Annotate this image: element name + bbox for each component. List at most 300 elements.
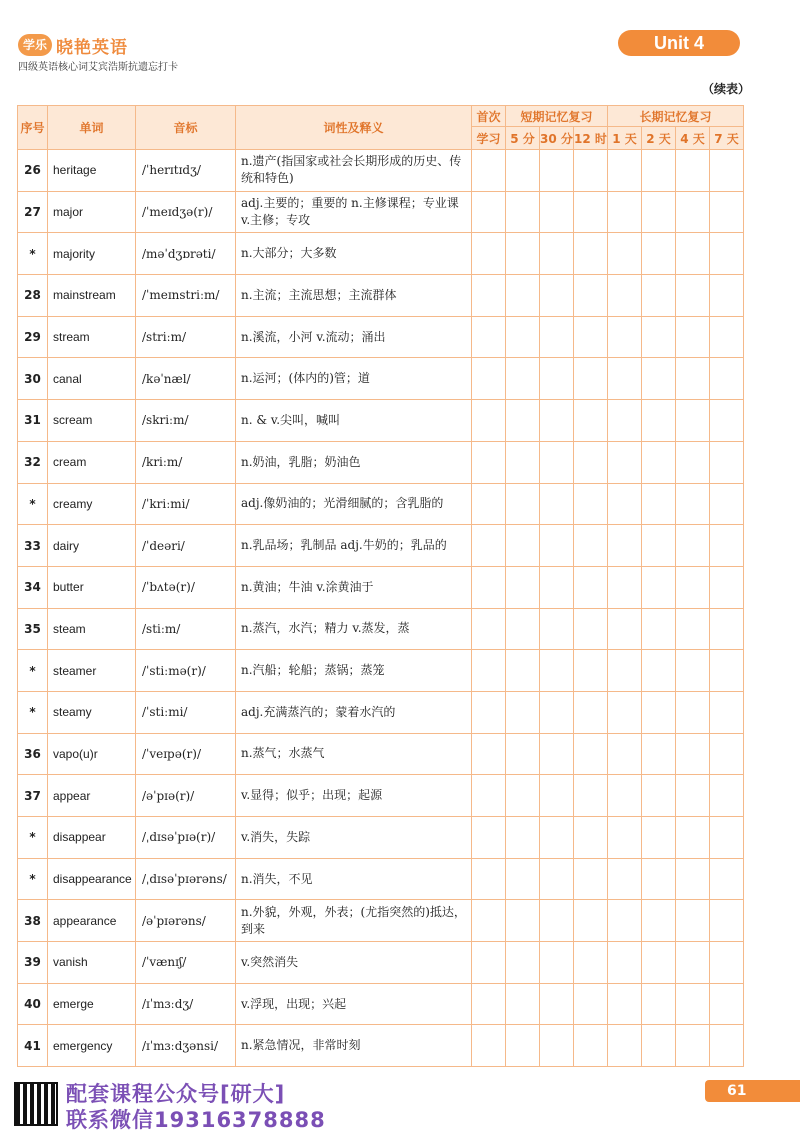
review-checkbox-cell[interactable] [506, 525, 540, 567]
review-checkbox-cell[interactable] [574, 441, 608, 483]
review-checkbox-cell[interactable] [676, 942, 710, 984]
review-checkbox-cell[interactable] [642, 983, 676, 1025]
review-checkbox-cell[interactable] [676, 358, 710, 400]
review-checkbox-cell[interactable] [506, 983, 540, 1025]
row-number: 41 [18, 1025, 48, 1067]
row-word: stream [48, 316, 136, 358]
review-checkbox-cell[interactable] [472, 942, 506, 984]
review-checkbox-cell[interactable] [608, 650, 642, 692]
review-checkbox-cell[interactable] [676, 150, 710, 192]
review-checkbox-cell[interactable] [608, 525, 642, 567]
review-checkbox-cell[interactable] [608, 900, 642, 942]
review-checkbox-cell[interactable] [540, 483, 574, 525]
review-checkbox-cell[interactable] [574, 900, 608, 942]
review-checkbox-cell[interactable] [574, 400, 608, 442]
row-number: * [18, 817, 48, 859]
review-checkbox-cell[interactable] [540, 233, 574, 275]
review-checkbox-cell[interactable] [642, 608, 676, 650]
review-checkbox-cell[interactable] [710, 942, 744, 984]
review-checkbox-cell[interactable] [710, 608, 744, 650]
review-checkbox-cell[interactable] [710, 400, 744, 442]
review-checkbox-cell[interactable] [472, 233, 506, 275]
table-row [18, 733, 744, 775]
row-number: 35 [18, 608, 48, 650]
review-checkbox-cell[interactable] [676, 1025, 710, 1067]
review-checkbox-cell[interactable] [506, 733, 540, 775]
review-checkbox-cell[interactable] [574, 525, 608, 567]
header-long-term: 长期记忆复习 [608, 106, 744, 127]
review-checkbox-cell[interactable] [506, 608, 540, 650]
row-meaning: n.黄油；牛油 v.涂黄油于 [236, 566, 472, 608]
review-checkbox-cell[interactable] [574, 275, 608, 317]
row-number: 36 [18, 733, 48, 775]
page-header [0, 0, 800, 100]
table-row [18, 566, 744, 608]
review-checkbox-cell[interactable] [506, 400, 540, 442]
review-checkbox-cell[interactable] [574, 942, 608, 984]
review-checkbox-cell[interactable] [642, 942, 676, 984]
review-checkbox-cell[interactable] [710, 483, 744, 525]
row-meaning: n. & v.尖叫，喊叫 [236, 400, 472, 442]
review-checkbox-cell[interactable] [642, 1025, 676, 1067]
header-interval: 4 天 [676, 127, 710, 150]
review-checkbox-cell[interactable] [642, 858, 676, 900]
review-checkbox-cell[interactable] [676, 858, 710, 900]
review-checkbox-cell[interactable] [642, 733, 676, 775]
review-checkbox-cell[interactable] [642, 775, 676, 817]
review-checkbox-cell[interactable] [642, 275, 676, 317]
row-number: * [18, 858, 48, 900]
review-checkbox-cell[interactable] [506, 483, 540, 525]
row-meaning: adj.像奶油的；光滑细腻的；含乳脂的 [236, 483, 472, 525]
page-number: 61 [705, 1080, 800, 1102]
table-row [18, 858, 744, 900]
row-number: 37 [18, 775, 48, 817]
row-word: steamy [48, 691, 136, 733]
row-meaning: v.消失，失踪 [236, 817, 472, 859]
row-meaning: n.乳品场；乳制品 adj.牛奶的；乳品的 [236, 525, 472, 567]
review-checkbox-cell[interactable] [710, 900, 744, 942]
review-checkbox-cell[interactable] [540, 441, 574, 483]
review-checkbox-cell[interactable] [676, 316, 710, 358]
review-checkbox-cell[interactable] [574, 775, 608, 817]
row-meaning: n.奶油，乳脂；奶油色 [236, 441, 472, 483]
review-checkbox-cell[interactable] [574, 150, 608, 192]
review-checkbox-cell[interactable] [642, 817, 676, 859]
review-checkbox-cell[interactable] [506, 316, 540, 358]
header-interval: 7 天 [710, 127, 744, 150]
review-checkbox-cell[interactable] [540, 275, 574, 317]
row-meaning: n.遗产(指国家或社会长期形成的历史、传统和特色) [236, 150, 472, 192]
review-checkbox-cell[interactable] [574, 691, 608, 733]
table-row [18, 900, 744, 942]
row-meaning: n.消失，不见 [236, 858, 472, 900]
row-meaning: n.蒸汽，水汽；精力 v.蒸发，蒸 [236, 608, 472, 650]
header-interval: 1 天 [608, 127, 642, 150]
row-word: canal [48, 358, 136, 400]
review-checkbox-cell[interactable] [608, 733, 642, 775]
row-meaning: n.运河；(体内的)管；道 [236, 358, 472, 400]
review-checkbox-cell[interactable] [506, 650, 540, 692]
header-index: 序号 [18, 106, 48, 150]
row-phonetic: /kəˈnæl/ [136, 358, 236, 400]
row-number: 33 [18, 525, 48, 567]
row-number: * [18, 650, 48, 692]
review-checkbox-cell[interactable] [472, 691, 506, 733]
review-checkbox-cell[interactable] [642, 691, 676, 733]
row-phonetic: /stiːm/ [136, 608, 236, 650]
row-word: mainstream [48, 275, 136, 317]
review-checkbox-cell[interactable] [540, 608, 574, 650]
row-word: vanish [48, 942, 136, 984]
row-meaning: v.突然消失 [236, 942, 472, 984]
row-meaning: adj.主要的；重要的 n.主修课程；专业课 v.主修；专攻 [236, 191, 472, 233]
row-word: vapo(u)r [48, 733, 136, 775]
review-checkbox-cell[interactable] [676, 983, 710, 1025]
review-checkbox-cell[interactable] [472, 650, 506, 692]
row-phonetic: /ˈvænɪʃ/ [136, 942, 236, 984]
row-word: steamer [48, 650, 136, 692]
row-word: butter [48, 566, 136, 608]
header-word: 单词 [48, 106, 136, 150]
review-checkbox-cell[interactable] [472, 441, 506, 483]
review-checkbox-cell[interactable] [472, 900, 506, 942]
review-checkbox-cell[interactable] [540, 191, 574, 233]
row-meaning: v.显得；似乎；出现；起源 [236, 775, 472, 817]
table-row [18, 400, 744, 442]
row-meaning: n.紧急情况，非常时刻 [236, 1025, 472, 1067]
header-interval: 5 分 [506, 127, 540, 150]
review-checkbox-cell[interactable] [540, 983, 574, 1025]
review-checkbox-cell[interactable] [506, 942, 540, 984]
table-row [18, 483, 744, 525]
review-checkbox-cell[interactable] [574, 650, 608, 692]
review-checkbox-cell[interactable] [710, 150, 744, 192]
review-checkbox-cell[interactable] [506, 775, 540, 817]
review-checkbox-cell[interactable] [608, 775, 642, 817]
review-checkbox-cell[interactable] [574, 358, 608, 400]
table-row [18, 441, 744, 483]
review-checkbox-cell[interactable] [608, 191, 642, 233]
review-checkbox-cell[interactable] [710, 817, 744, 859]
row-phonetic: /ˈstiːmə(r)/ [136, 650, 236, 692]
review-checkbox-cell[interactable] [472, 733, 506, 775]
review-checkbox-cell[interactable] [506, 233, 540, 275]
review-checkbox-cell[interactable] [608, 691, 642, 733]
row-word: disappear [48, 817, 136, 859]
review-checkbox-cell[interactable] [540, 900, 574, 942]
table-row [18, 942, 744, 984]
row-word: scream [48, 400, 136, 442]
review-checkbox-cell[interactable] [506, 566, 540, 608]
review-checkbox-cell[interactable] [608, 608, 642, 650]
table-row [18, 691, 744, 733]
review-checkbox-cell[interactable] [710, 983, 744, 1025]
review-checkbox-cell[interactable] [710, 191, 744, 233]
row-word: majority [48, 233, 136, 275]
table-row [18, 358, 744, 400]
row-phonetic: /əˈpɪə(r)/ [136, 775, 236, 817]
table-row [18, 817, 744, 859]
review-checkbox-cell[interactable] [472, 608, 506, 650]
review-checkbox-cell[interactable] [710, 441, 744, 483]
review-checkbox-cell[interactable] [642, 441, 676, 483]
review-checkbox-cell[interactable] [676, 566, 710, 608]
review-checkbox-cell[interactable] [676, 817, 710, 859]
review-checkbox-cell[interactable] [710, 775, 744, 817]
review-checkbox-cell[interactable] [710, 275, 744, 317]
review-checkbox-cell[interactable] [472, 275, 506, 317]
review-checkbox-cell[interactable] [676, 400, 710, 442]
row-phonetic: /ɪˈmɜːdʒ/ [136, 983, 236, 1025]
table-row [18, 316, 744, 358]
review-checkbox-cell[interactable] [608, 358, 642, 400]
review-checkbox-cell[interactable] [608, 858, 642, 900]
review-checkbox-cell[interactable] [574, 483, 608, 525]
book-subtitle: 四级英语核心词艾宾浩斯抗遗忘打卡 [18, 62, 178, 73]
review-checkbox-cell[interactable] [676, 775, 710, 817]
review-checkbox-cell[interactable] [608, 316, 642, 358]
review-checkbox-cell[interactable] [506, 858, 540, 900]
review-checkbox-cell[interactable] [540, 817, 574, 859]
review-checkbox-cell[interactable] [710, 566, 744, 608]
review-checkbox-cell[interactable] [642, 400, 676, 442]
review-checkbox-cell[interactable] [608, 942, 642, 984]
review-checkbox-cell[interactable] [710, 858, 744, 900]
review-checkbox-cell[interactable] [676, 608, 710, 650]
review-checkbox-cell[interactable] [608, 483, 642, 525]
review-checkbox-cell[interactable] [574, 733, 608, 775]
review-checkbox-cell[interactable] [506, 900, 540, 942]
review-checkbox-cell[interactable] [540, 691, 574, 733]
row-meaning: n.溪流，小河 v.流动；涌出 [236, 316, 472, 358]
review-checkbox-cell[interactable] [472, 316, 506, 358]
review-checkbox-cell[interactable] [574, 983, 608, 1025]
row-phonetic: /skriːm/ [136, 400, 236, 442]
row-word: disappearance [48, 858, 136, 900]
header-interval: 12 时 [574, 127, 608, 150]
review-checkbox-cell[interactable] [472, 566, 506, 608]
brand-logo: 学乐 [18, 34, 52, 56]
brand-name: 晓艳英语 [56, 38, 128, 58]
review-checkbox-cell[interactable] [472, 525, 506, 567]
review-checkbox-cell[interactable] [540, 150, 574, 192]
review-checkbox-cell[interactable] [710, 650, 744, 692]
review-checkbox-cell[interactable] [574, 1025, 608, 1067]
table-row [18, 775, 744, 817]
review-checkbox-cell[interactable] [642, 358, 676, 400]
row-word: steam [48, 608, 136, 650]
review-checkbox-cell[interactable] [472, 817, 506, 859]
review-checkbox-cell[interactable] [676, 650, 710, 692]
review-checkbox-cell[interactable] [540, 775, 574, 817]
row-meaning: n.外貌，外观，外表；(尤指突然的)抵达，到来 [236, 900, 472, 942]
row-meaning: n.大部分；大多数 [236, 233, 472, 275]
review-checkbox-cell[interactable] [506, 1025, 540, 1067]
review-checkbox-cell[interactable] [710, 233, 744, 275]
row-number: * [18, 483, 48, 525]
row-phonetic: /ˈherɪtɪdʒ/ [136, 150, 236, 192]
row-phonetic: /ˈkriːmi/ [136, 483, 236, 525]
review-checkbox-cell[interactable] [472, 983, 506, 1025]
row-number: 40 [18, 983, 48, 1025]
table-row [18, 150, 744, 192]
table-row [18, 233, 744, 275]
review-checkbox-cell[interactable] [676, 483, 710, 525]
review-checkbox-cell[interactable] [676, 691, 710, 733]
review-checkbox-cell[interactable] [676, 233, 710, 275]
row-number: 31 [18, 400, 48, 442]
row-meaning: n.主流；主流思想；主流群体 [236, 275, 472, 317]
review-checkbox-cell[interactable] [472, 1025, 506, 1067]
review-checkbox-cell[interactable] [506, 358, 540, 400]
review-checkbox-cell[interactable] [506, 191, 540, 233]
review-checkbox-cell[interactable] [710, 733, 744, 775]
row-phonetic: /ˈveɪpə(r)/ [136, 733, 236, 775]
row-number: 38 [18, 900, 48, 942]
review-checkbox-cell[interactable] [540, 942, 574, 984]
review-checkbox-cell[interactable] [710, 691, 744, 733]
review-checkbox-cell[interactable] [642, 525, 676, 567]
row-word: emergency [48, 1025, 136, 1067]
row-meaning: v.浮现，出现；兴起 [236, 983, 472, 1025]
watermark-line-1: 配套课程公众号[研大] [66, 1082, 286, 1106]
review-checkbox-cell[interactable] [676, 191, 710, 233]
review-checkbox-cell[interactable] [540, 525, 574, 567]
review-checkbox-cell[interactable] [540, 858, 574, 900]
review-checkbox-cell[interactable] [710, 316, 744, 358]
row-word: appear [48, 775, 136, 817]
header-first-study-top: 首次 [472, 106, 506, 127]
row-phonetic: /ˈmeɪdʒə(r)/ [136, 191, 236, 233]
review-checkbox-cell[interactable] [574, 566, 608, 608]
row-word: heritage [48, 150, 136, 192]
row-word: emerge [48, 983, 136, 1025]
review-checkbox-cell[interactable] [608, 275, 642, 317]
review-checkbox-cell[interactable] [676, 733, 710, 775]
review-checkbox-cell[interactable] [710, 1025, 744, 1067]
review-checkbox-cell[interactable] [608, 817, 642, 859]
review-checkbox-cell[interactable] [574, 608, 608, 650]
review-checkbox-cell[interactable] [540, 316, 574, 358]
review-checkbox-cell[interactable] [472, 775, 506, 817]
row-number: 26 [18, 150, 48, 192]
review-checkbox-cell[interactable] [574, 316, 608, 358]
review-checkbox-cell[interactable] [676, 275, 710, 317]
review-checkbox-cell[interactable] [608, 233, 642, 275]
table-row [18, 608, 744, 650]
row-phonetic: /ˈstiːmi/ [136, 691, 236, 733]
review-checkbox-cell[interactable] [574, 191, 608, 233]
review-checkbox-cell[interactable] [472, 858, 506, 900]
row-phonetic: /məˈdʒɒrəti/ [136, 233, 236, 275]
review-checkbox-cell[interactable] [676, 900, 710, 942]
review-checkbox-cell[interactable] [642, 150, 676, 192]
review-checkbox-cell[interactable] [540, 733, 574, 775]
review-checkbox-cell[interactable] [608, 983, 642, 1025]
review-checkbox-cell[interactable] [506, 441, 540, 483]
row-phonetic: /ˈmeɪnstriːm/ [136, 275, 236, 317]
row-phonetic: /ˌdɪsəˈpɪə(r)/ [136, 817, 236, 859]
review-checkbox-cell[interactable] [642, 191, 676, 233]
header-first-study-bottom: 学习 [472, 127, 506, 150]
header-interval: 2 天 [642, 127, 676, 150]
review-checkbox-cell[interactable] [506, 691, 540, 733]
review-checkbox-cell[interactable] [506, 817, 540, 859]
review-checkbox-cell[interactable] [506, 150, 540, 192]
review-checkbox-cell[interactable] [642, 900, 676, 942]
row-word: major [48, 191, 136, 233]
row-number: * [18, 691, 48, 733]
review-checkbox-cell[interactable] [710, 525, 744, 567]
row-word: creamy [48, 483, 136, 525]
row-phonetic: /ˈbʌtə(r)/ [136, 566, 236, 608]
vocabulary-table [17, 105, 744, 1067]
review-checkbox-cell[interactable] [506, 275, 540, 317]
row-meaning: n.汽船；轮船；蒸锅；蒸笼 [236, 650, 472, 692]
review-checkbox-cell[interactable] [540, 650, 574, 692]
review-checkbox-cell[interactable] [642, 650, 676, 692]
header-meaning: 词性及释义 [236, 106, 472, 150]
review-checkbox-cell[interactable] [472, 191, 506, 233]
row-number: 30 [18, 358, 48, 400]
review-checkbox-cell[interactable] [608, 566, 642, 608]
table-row [18, 191, 744, 233]
review-checkbox-cell[interactable] [642, 566, 676, 608]
row-phonetic: /ˌdɪsəˈpɪərəns/ [136, 858, 236, 900]
row-meaning: adj.充满蒸汽的；蒙着水汽的 [236, 691, 472, 733]
row-phonetic: /striːm/ [136, 316, 236, 358]
row-phonetic: /kriːm/ [136, 441, 236, 483]
review-checkbox-cell[interactable] [608, 400, 642, 442]
row-word: dairy [48, 525, 136, 567]
review-checkbox-cell[interactable] [676, 525, 710, 567]
unit-label: Unit 4 [618, 30, 740, 56]
header-interval: 30 分 [540, 127, 574, 150]
review-checkbox-cell[interactable] [642, 316, 676, 358]
header-short-term: 短期记忆复习 [506, 106, 608, 127]
review-checkbox-cell[interactable] [540, 400, 574, 442]
review-checkbox-cell[interactable] [608, 1025, 642, 1067]
review-checkbox-cell[interactable] [540, 566, 574, 608]
row-number: 39 [18, 942, 48, 984]
review-checkbox-cell[interactable] [676, 441, 710, 483]
review-checkbox-cell[interactable] [472, 358, 506, 400]
review-checkbox-cell[interactable] [642, 233, 676, 275]
review-checkbox-cell[interactable] [608, 441, 642, 483]
row-word: cream [48, 441, 136, 483]
review-checkbox-cell[interactable] [540, 1025, 574, 1067]
review-checkbox-cell[interactable] [642, 483, 676, 525]
review-checkbox-cell[interactable] [574, 858, 608, 900]
review-checkbox-cell[interactable] [472, 150, 506, 192]
review-checkbox-cell[interactable] [574, 817, 608, 859]
table-row [18, 983, 744, 1025]
table-row [18, 1025, 744, 1067]
review-checkbox-cell[interactable] [472, 483, 506, 525]
row-meaning: n.蒸气；水蒸气 [236, 733, 472, 775]
review-checkbox-cell[interactable] [472, 400, 506, 442]
header-phonetic: 音标 [136, 106, 236, 150]
row-phonetic: /ɪˈmɜːdʒənsi/ [136, 1025, 236, 1067]
review-checkbox-cell[interactable] [574, 233, 608, 275]
review-checkbox-cell[interactable] [608, 150, 642, 192]
review-checkbox-cell[interactable] [540, 358, 574, 400]
review-checkbox-cell[interactable] [710, 358, 744, 400]
table-row [18, 525, 744, 567]
row-number: 29 [18, 316, 48, 358]
row-number: 27 [18, 191, 48, 233]
